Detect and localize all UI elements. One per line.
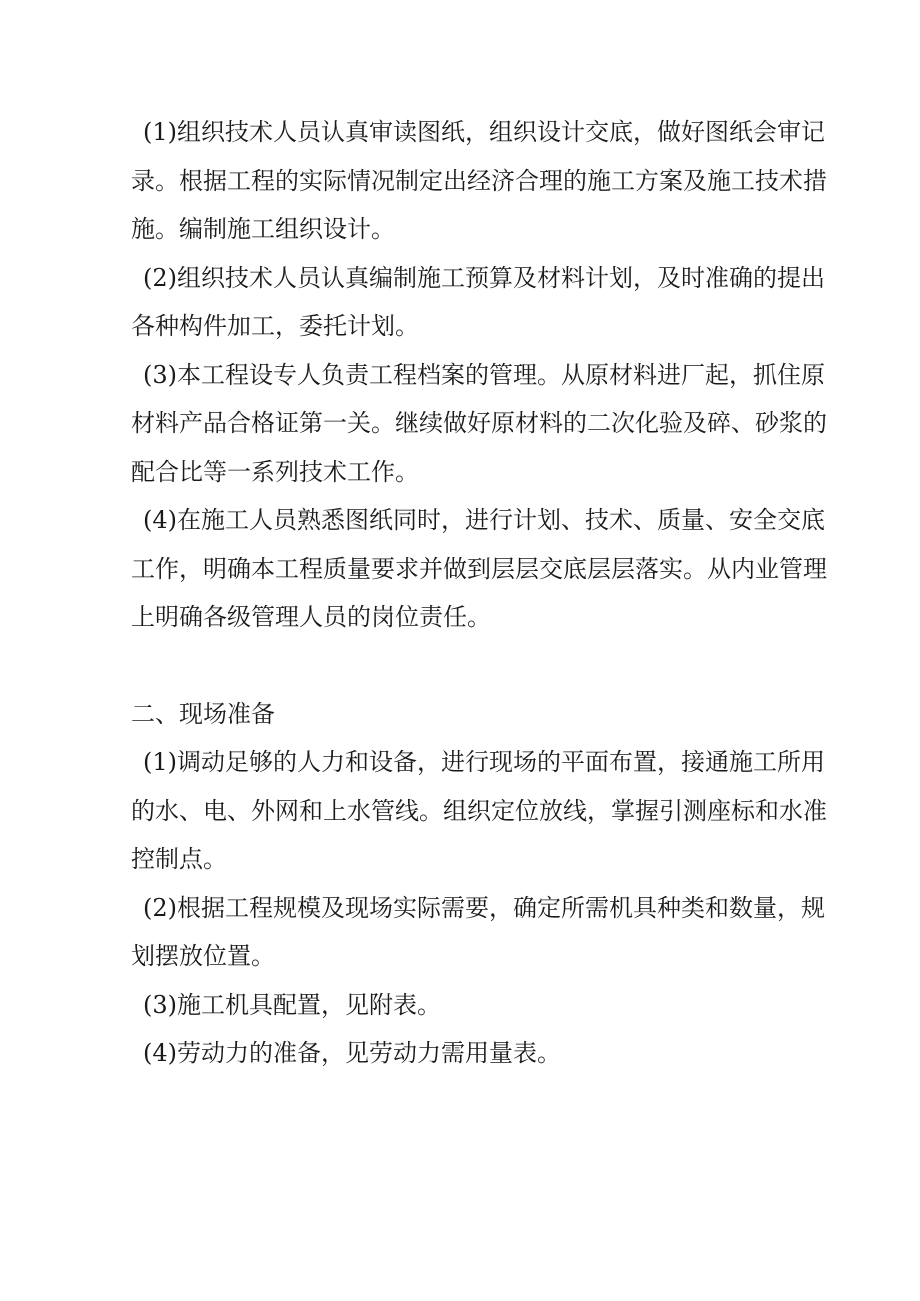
paragraph-2-1: (1)调动足够的人力和设备，进行现场的平面布置，接通施工所用的水、电、外网和上水管线。组织定位放线，掌握引测座标和水准控制点。 xyxy=(131,748,827,873)
paragraph-1-3: (3)本工程设专人负责工程档案的管理。从原材料进厂起，抓住原材料产品合格证第一关。继续做好原材料的二次化验及碎、砂浆的配合比等一系列技术工作。 xyxy=(131,360,827,486)
paragraph-2-3: (3)施工机具配置，见附表。 xyxy=(143,990,441,1019)
paragraph-2-4: (4)劳动力的准备，见劳动力需用量表。 xyxy=(143,1039,561,1067)
paragraph-1-1: (1)组织技术人员认真审读图纸，组织设计交底，做好图纸会审记录。根据工程的实际情况制定出经济合理的施工方案及施工技术措施。编制施工组织设计。 xyxy=(131,118,827,243)
paragraph-2-2: (2)根据工程规模及现场实际需要，确定所需机具种类和数量，规划摆放位置。 xyxy=(131,893,825,970)
document-page xyxy=(131,108,831,1078)
section-heading: 二、现场准备 xyxy=(131,699,275,728)
section-spacer xyxy=(131,642,831,690)
paragraph-1-2: (2)组织技术人员认真编制施工预算及材料计划，及时准确的提出各种构件加工，委托计划。 xyxy=(131,263,825,340)
paragraph-1-4: (4)在施工人员熟悉图纸同时，进行计划、技术、质量、安全交底工作，明确本工程质量要求并做到层层交底层层落实。从内业管理上明确各级管理人员的岗位责任。 xyxy=(131,506,827,631)
